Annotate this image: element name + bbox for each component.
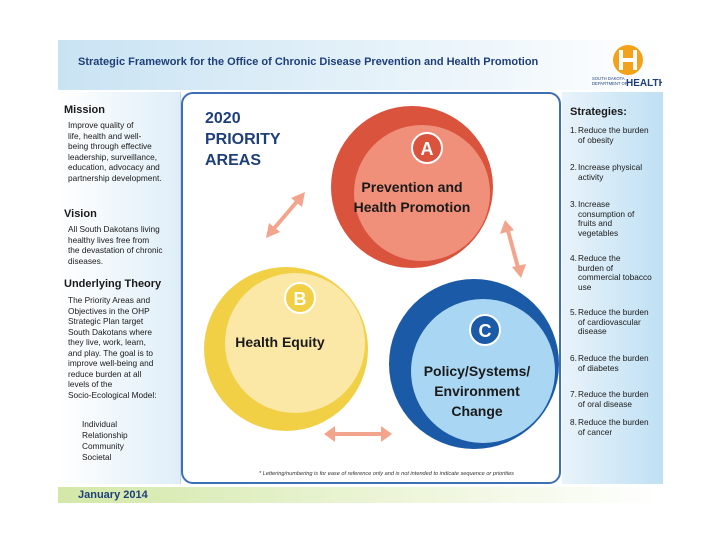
vision-text: [68, 224, 178, 266]
area-a-circle: [331, 106, 493, 268]
area-c-label-line-1: Policy/Systems/: [423, 363, 531, 379]
strategy-line: of oral disease: [578, 398, 632, 409]
mission-line: Improve quality of: [68, 120, 134, 130]
vision-heading: Vision: [64, 208, 97, 220]
strategy-number: 4.: [570, 253, 577, 263]
sd-health-logo: [590, 42, 662, 90]
strategy-item-5: [570, 308, 662, 337]
area-c-label-line-2: Environment: [434, 383, 520, 399]
theory-line: South Dakotans where: [68, 326, 152, 337]
mission-heading: Mission: [64, 104, 105, 116]
strategy-line: Reduce the: [578, 253, 621, 263]
strategy-item-4: [570, 254, 662, 292]
area-b-letter: B: [293, 289, 307, 309]
area-a-letter: A: [420, 139, 434, 159]
arrow-a-c-head-2: [512, 264, 526, 278]
mission-line: education, advocacy and: [68, 162, 160, 172]
footer-date: January 2014: [78, 489, 148, 501]
strategy-line: Reduce the burden: [578, 389, 649, 399]
strategy-line: of obesity: [578, 134, 614, 145]
vision-line: the devastation of chronic: [68, 245, 163, 255]
arrow-b-c-head-1: [324, 426, 335, 442]
theory-text: [68, 295, 178, 400]
level-item: Relationship: [82, 430, 128, 440]
theory-line: The Priority Areas and: [68, 295, 151, 305]
theory-line: Strategic Plan target: [68, 316, 144, 326]
logo-text-1: SOUTH DAKOTA: [592, 76, 625, 81]
strategy-item-2: [570, 163, 662, 182]
footer-banner: [58, 487, 663, 503]
strategy-item-1: [570, 126, 662, 145]
diagram-title-line-2: PRIORITY: [205, 131, 281, 148]
vision-line: healthy lives free from: [68, 234, 150, 245]
theory-line: they live, work, learn,: [68, 337, 146, 347]
strategy-number: 7.: [570, 389, 577, 399]
mission-line: being through effective: [68, 141, 152, 151]
mission-line: life, health and well-: [68, 130, 142, 141]
strategy-line: commercial tobacco: [578, 272, 652, 282]
mission-line: partnership development.: [68, 172, 162, 183]
theory-line: reduce burden at all: [68, 368, 142, 379]
vision-line: diseases.: [68, 255, 104, 266]
logo-text-2: DEPARTMENT OF: [592, 81, 628, 86]
strategy-line: of diabetes: [578, 362, 619, 373]
strategy-line: burden of: [578, 262, 614, 273]
strategy-number: 8.: [570, 417, 577, 427]
area-b-circle: [204, 267, 368, 431]
mission-text: [68, 120, 178, 183]
strategy-item-3: [570, 200, 662, 238]
strategy-number: 6.: [570, 353, 577, 363]
theory-line: and play. The goal is to: [68, 347, 154, 358]
strategy-item-7: [570, 390, 662, 409]
strategy-line: fruits and: [578, 218, 613, 228]
strategies-heading: Strategies:: [570, 106, 627, 118]
strategy-item-8: [570, 418, 662, 437]
arrow-a-c-shaft: [507, 227, 519, 271]
strategy-line: of cancer: [578, 426, 613, 437]
header-banner: [58, 40, 663, 90]
strategy-number: 1.: [570, 125, 577, 135]
strategy-line: Reduce the burden: [578, 417, 649, 427]
vision-line: All South Dakotans living: [68, 224, 160, 234]
level-item: Individual: [82, 419, 118, 429]
strategy-line: Reduce the burden: [578, 307, 649, 317]
arrow-a-b: [266, 192, 305, 238]
strategy-line: disease: [578, 326, 607, 336]
strategy-number: 3.: [570, 199, 577, 209]
strategy-line: Increase: [578, 199, 610, 209]
strategy-line: activity: [578, 171, 604, 182]
theory-line: Socio-Ecological Model:: [68, 389, 157, 400]
diagram-title-line-3: AREAS: [205, 152, 262, 169]
level-item: Community: [82, 441, 124, 451]
priority-areas-svg: [183, 94, 559, 482]
theory-line: levels of the: [68, 379, 113, 389]
diagram-title-line-1: 2020: [205, 110, 241, 127]
area-a-label-line-1: Prevention and: [361, 179, 463, 195]
diagram-footnote: * Lettering/numbering is for ease of reference only and is not intended to indicate sequence or priorities: [259, 471, 514, 477]
theory-heading: Underlying Theory: [64, 278, 162, 290]
area-b-label-line-1: Health Equity: [235, 334, 325, 350]
left-panel: [58, 92, 181, 484]
theory-line: improve well-being and: [68, 358, 154, 368]
strategy-number: 2.: [570, 162, 577, 172]
sd-health-logo-mark: [590, 42, 662, 90]
area-c-circle: [389, 279, 559, 449]
area-c-letter: C: [478, 321, 492, 341]
strategy-line: use: [578, 281, 592, 292]
logo-text-3: HEALTH: [626, 78, 662, 89]
level-item: Societal: [82, 452, 112, 462]
arrow-b-c-head-2: [381, 426, 392, 442]
arrow-b-c: [324, 426, 392, 442]
strategies-panel: [562, 92, 663, 484]
theory-line: Objectives in the OHP: [68, 305, 150, 316]
area-c-label-line-3: Change: [451, 403, 503, 419]
mission-line: leadership, surveillance,: [68, 151, 158, 162]
arrow-a-c-head-1: [500, 220, 514, 234]
arrow-a-c: [500, 220, 526, 278]
strategy-line: Increase physical: [578, 162, 643, 172]
strategy-number: 5.: [570, 307, 577, 317]
strategy-item-6: [570, 354, 662, 373]
area-a-label-line-2: Health Promotion: [353, 199, 471, 215]
strategy-line: Reduce the burden: [578, 353, 649, 363]
priority-areas-diagram: [181, 92, 561, 484]
strategy-line: of cardiovascular: [578, 316, 641, 327]
socio-ecological-levels: [82, 419, 128, 463]
strategy-line: consumption of: [578, 208, 635, 219]
strategy-line: vegetables: [578, 227, 619, 238]
strategy-line: Reduce the burden: [578, 125, 649, 135]
arrow-a-b-shaft: [271, 198, 300, 232]
page-title: Strategic Framework for the Office of Chronic Disease Prevention and Health Promotion: [78, 56, 539, 68]
